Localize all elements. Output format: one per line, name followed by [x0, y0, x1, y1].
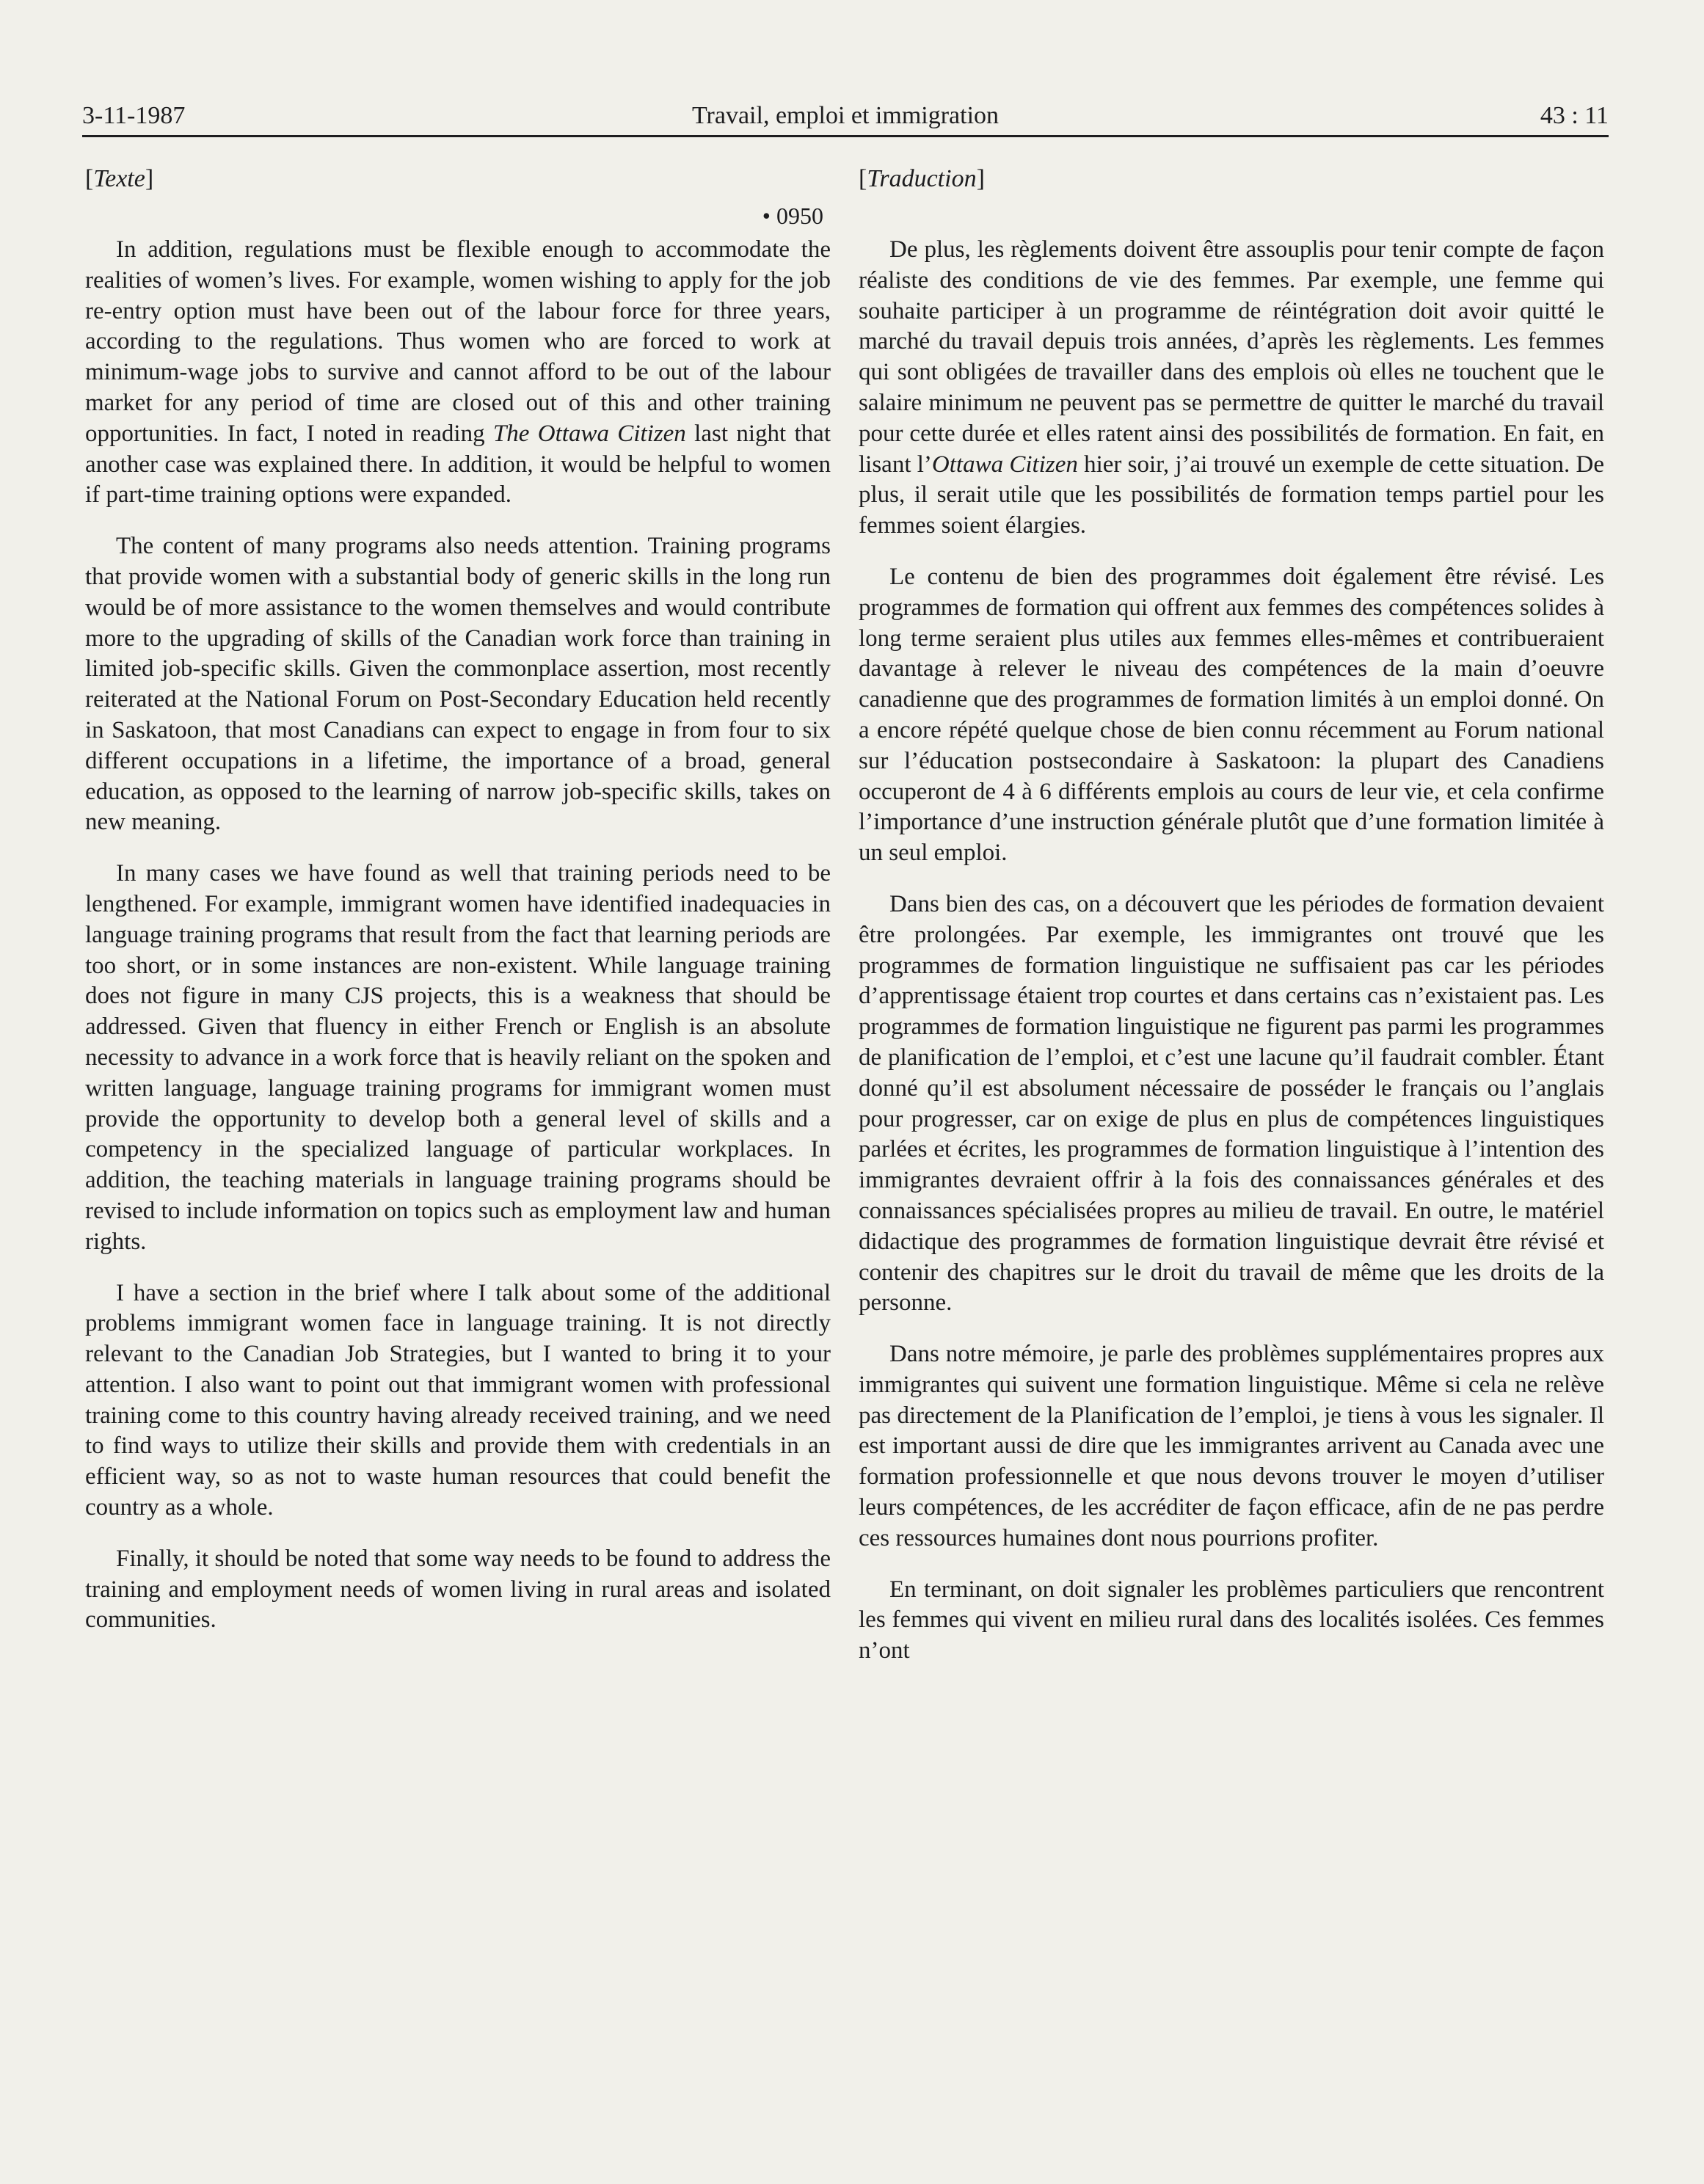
timestamp: • 0950 — [762, 203, 823, 229]
newspaper-title-fr: Ottawa Citizen — [931, 451, 1078, 478]
column-label-traduction: [Traduction] — [859, 165, 985, 192]
paragraph-fr-5: En terminant, on doit signaler les problèmes particuliers que rencontrent les femmes qui vivent en milieu rural dans des localités isolées. Ces femmes n’ont — [859, 1576, 1604, 1664]
header-page-number: 43 : 11 — [1540, 102, 1609, 129]
paragraph-en-2: The content of many programs also needs attention. Training programs that provide women with a substantial body of generic skills in the long run would be of more assistance to the women themselves and would contribute more to the upgrading of skills of the Canadian work force than training in limited job-specific skills. Given the commonplace assertion, most recently reiterated at the National Forum on Post-Secondary Education held recently in Saskatoon, that most Canadians can expect to engage in from four to six different occupations in a lifetime, the importance of a broad, general education, as opposed to the learning of narrow job-specific skills, takes on new meaning. — [85, 533, 831, 836]
column-label-texte: [Texte] — [85, 165, 154, 192]
header-title: Travail, emploi et immigration — [691, 102, 1000, 129]
paragraph-fr-3: Dans bien des cas, on a découvert que les périodes de formation devaient être prolongées. Par exemple, les immigrantes ont trouvé que les programmes de formation linguistique ne suffisaient pas car les périodes d’apprentissage étaient trop courtes et dans certains cas n’existaient pas. Les programmes de formation linguistique ne figurent pas parmi les programmes de planification de l’emploi, et c’est une lacune qu’il faudrait combler. Étant donné qu’il est absolument nécessaire de posséder le français ou l’anglais pour progresser, car on exige de plus en plus de compétences linguistiques parlées et écrites, les programmes de formation linguistique à l’intention des immigrantes devraient offrir à la fois des connaissances générales et des connaissances spécialisées propres au milieu de travail. En outre, le matériel didactique des programmes de formation linguistique devrait être révisé et contenir des chapitres sur le droit du travail de même que les droits de la personne. — [859, 890, 1604, 1317]
paragraph-en-3: In many cases we have found as well that training periods need to be lengthened. For example, immigrant women have identified inadequacies in language training programs that result from the fact that learning periods are too short, or in some instances are non-existent. While language training does not figure in many CJS projects, this is a weakness that should be addressed. Given that fluency in either French or English is an absolute necessity to advance in a work force that is heavily reliant on the spoken and written language, language training programs for immigrant women must provide the opportunity to develop both a general level of skills and a competency in the specialized language of particular workplaces. In addition, the teaching materials in language training programs should be revised to include information on topics such as employment law and human rights. — [85, 860, 831, 1255]
english-column — [85, 161, 831, 1656]
header-date: 3-11-1987 — [82, 102, 186, 129]
paragraph-fr-1: De plus, les règlements doivent être assouplis pour tenir compte de façon réaliste des conditions de vie des femmes. Par exemple, une femme qui souhaite participer à un programme de réintégration doit avoir quitté le marché du travail depuis trois années, d’après les règlements. Les femmes qui sont obligées de travailler dans des emplois où elles ne touchent que le salaire minimum ne peuvent pas se permettre de quitter le marché du travail pour cette durée et elles ratent ainsi des possibilités de formation. En fait, en lisant l’Ottawa Citizen hier soir, j’ai trouvé un exemple de cette situation. De plus, il serait utile que les possibilités de formation temps partiel pour les femmes soient élargies. — [859, 236, 1605, 539]
paragraph-en-5: Finally, it should be noted that some way needs to be found to address the training and employment needs of women living in rural areas and isolated communities. — [85, 1545, 831, 1634]
running-head — [82, 97, 1609, 135]
french-column — [859, 161, 1604, 1687]
newspaper-title: The Ottawa Citizen — [492, 420, 686, 447]
paragraph-fr-2: Le contenu de bien des programmes doit également être révisé. Les programmes de formation qui offrent aux femmes des compétences solides à long terme seraient plus utiles aux femmes elles-mêmes et contribueraient davantage à relever le niveau des compétences de la main d’oeuvre canadienne que des programmes de formation limités à un emploi donné. On a encore répété quelque chose de bien connu récemment au Forum national sur l’éducation postsecondaire à Saskatoon: la plupart des Canadiens occuperont de 4 à 6 différents emplois au cours de leur vie, et cela confirme l’importance d’une instruction générale plutôt que d’une formation limitée à un seul emploi. — [859, 563, 1604, 867]
document-page — [82, 97, 1609, 2152]
paragraph-fr-4: Dans notre mémoire, je parle des problèmes supplémentaires propres aux immigrantes qui suivent une formation linguistique. Même si cela ne relève pas directement de la Planification de l’emploi, je tiens à vous les signaler. Il est important aussi de dire que les immigrantes arrivent au Canada avec une formation professionnelle et que nous devons trouver le moyen d’utiliser leurs compétences, de les accréditer de façon efficace, afin de ne pas perdre ces ressources humaines dont nous pourrions profiter. — [859, 1341, 1604, 1551]
header-rule — [82, 135, 1609, 137]
paragraph-en-4: I have a section in the brief where I talk about some of the additional problems immigrant women face in language training. It is not directly relevant to the Canadian Job Strategies, but I wanted to bring it to your attention. I also want to point out that immigrant women with professional training come to this country having already received training, and we need to find ways to utilize their skills and provide them with credentials in an efficient way, so as not to waste human resources that could benefit the country as a whole. — [85, 1279, 831, 1521]
paragraph-en-1: In addition, regulations must be flexible enough to accommodate the realities of women’s lives. For example, women wishing to apply for the job re-entry option must have been out of the labour force for three years, according to the regulations. Thus women who are forced to work at minimum-wage jobs to survive and cannot afford to be out of the labour market for any period of time are closed out of this and other training opportunities. In fact, I noted in reading The Ottawa Citizen last night that another case was explained there. In addition, it would be helpful to women if part-time training options were expanded. — [85, 236, 831, 509]
